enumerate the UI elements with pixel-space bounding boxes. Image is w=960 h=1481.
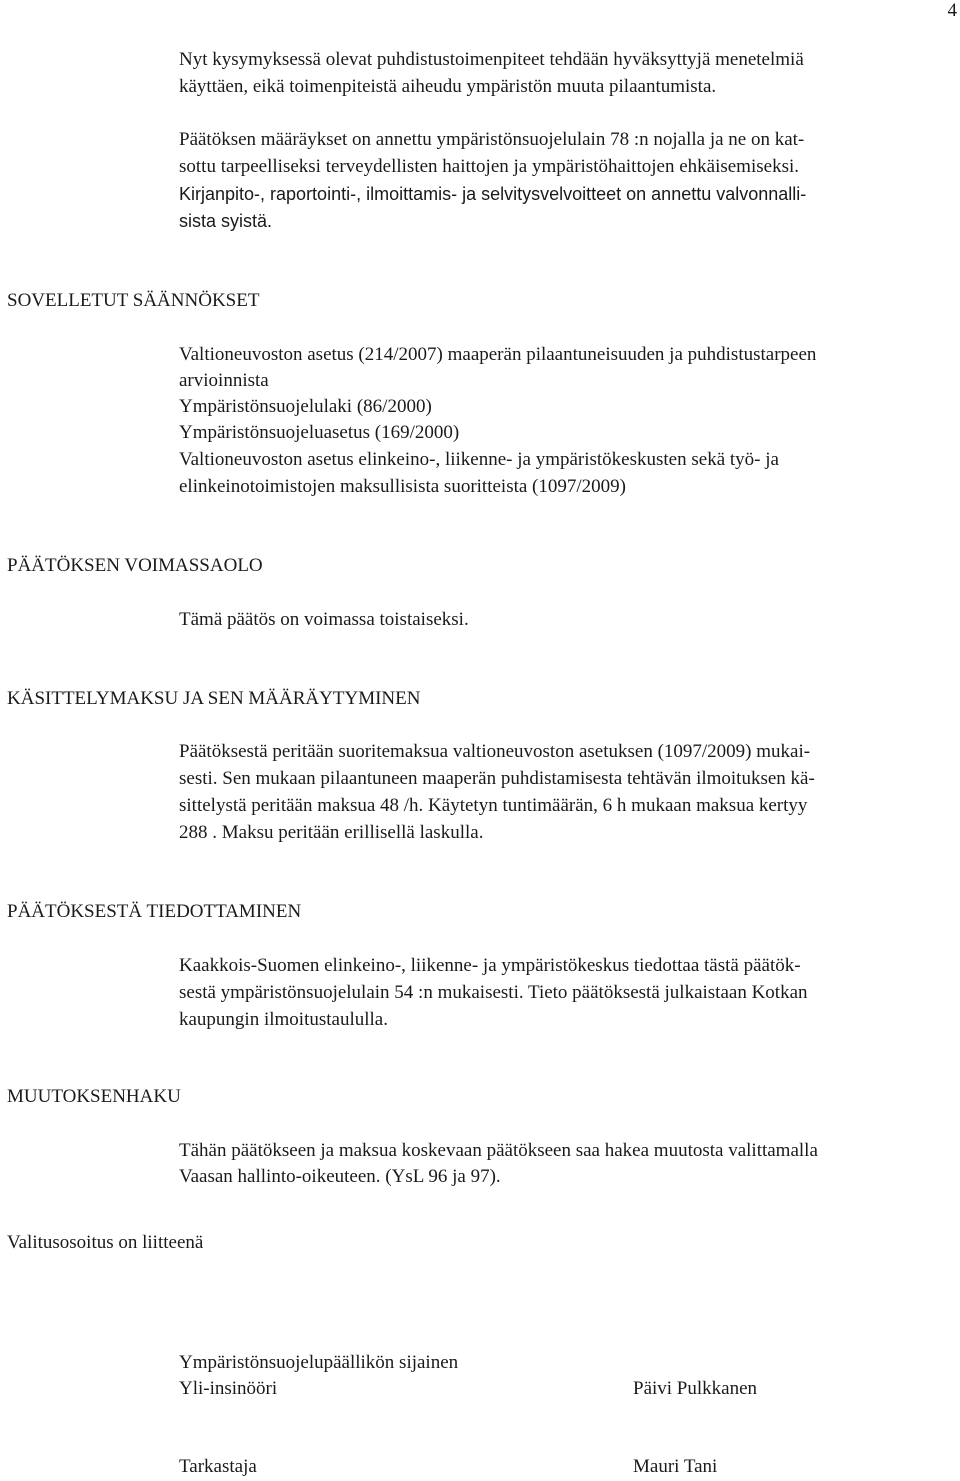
signer-role: Yli-insinööri [179, 1378, 278, 1399]
section-heading-tiedottaminen: PÄÄTÖKSESTÄ TIEDOTTAMINEN [7, 901, 302, 922]
text-line: sottu tarpeelliseksi terveydellisten haittojen ja ympäristöhaittojen ehkäisemiseksi. [179, 156, 799, 177]
text-line: 288 . Maksu peritään erillisellä laskulla. [179, 822, 484, 843]
text-line: Tähän päätökseen ja maksua koskevaan päätökseen saa hakea muutosta valittamalla [179, 1140, 818, 1161]
appeal-instructions-note: Valitusosoitus on liitteenä [7, 1232, 204, 1253]
text-line: sista syistä. [179, 211, 273, 231]
section-heading-sovelletut: SOVELLETUT SÄÄNNÖKSET [7, 290, 260, 311]
text-line: käyttäen, eikä toimenpiteistä aiheudu ympäristön muuta pilaantumista. [179, 76, 717, 97]
reviewer-role: Tarkastaja [179, 1456, 257, 1477]
text-line: sittelystä peritään maksua 48 /h. Käytetyn tuntimäärän, 6 h mukaan maksua kertyy [179, 795, 808, 816]
reviewer-name: Mauri Tani [633, 1456, 718, 1477]
section-heading-kasittelymaksu: KÄSITTELYMAKSU JA SEN MÄÄRÄYTYMINEN [7, 688, 421, 709]
signer-role-title: Ympäristönsuojelupäällikön sijainen [179, 1352, 459, 1373]
voimassaolo-text: Tämä päätös on voimassa toistaiseksi. [179, 609, 469, 630]
text-line: Vaasan hallinto-oikeuteen. (YsL 96 ja 97). [179, 1166, 501, 1187]
text-line: arvioinnista [179, 370, 269, 391]
signer-name: Päivi Pulkkanen [633, 1378, 758, 1399]
text-line: Ympäristönsuojelulaki (86/2000) [179, 396, 432, 417]
text-line: Nyt kysymyksessä olevat puhdistustoimenpiteet tehdään hyväksyttyjä menetelmiä [179, 49, 804, 70]
section-heading-voimassaolo: PÄÄTÖKSEN VOIMASSAOLO [7, 555, 263, 576]
text-line: sesti. Sen mukaan pilaantuneen maaperän puhdistamisesta tehtävän ilmoituksen kä- [179, 768, 815, 789]
text-line: Päätöksestä peritään suoritemaksua valtioneuvoston asetuksen (1097/2009) mukai- [179, 741, 811, 762]
text-line: Ympäristönsuojeluasetus (169/2000) [179, 422, 460, 443]
text-line: Kaakkois-Suomen elinkeino-, liikenne- ja ympäristökeskus tiedottaa tästä päätök- [179, 955, 801, 976]
text-line: elinkeinotoimistojen maksullisista suoritteista (1097/2009) [179, 476, 626, 497]
page-number: 4 [947, 0, 957, 21]
text-line: Valtioneuvoston asetus (214/2007) maaperän pilaantuneisuuden ja puhdistustarpeen [179, 344, 817, 365]
text-line: Valtioneuvoston asetus elinkeino-, liikenne- ja ympäristökeskusten sekä työ- ja [179, 449, 779, 470]
text-line: kaupungin ilmoitustaululla. [179, 1009, 388, 1030]
text-line: Kirjanpito-, raportointi-, ilmoittamis- ja selvitysvelvoitteet on annettu valvonnalli- [179, 184, 807, 204]
text-line: sestä ympäristönsuojelulain 54 :n mukaisesti. Tieto päätöksestä julkaistaan Kotkan [179, 982, 808, 1003]
text-line: Päätöksen määräykset on annettu ympäristönsuojelulain 78 :n nojalla ja ne on kat- [179, 129, 805, 150]
section-heading-muutoksenhaku: MUUTOKSENHAKU [7, 1086, 181, 1107]
